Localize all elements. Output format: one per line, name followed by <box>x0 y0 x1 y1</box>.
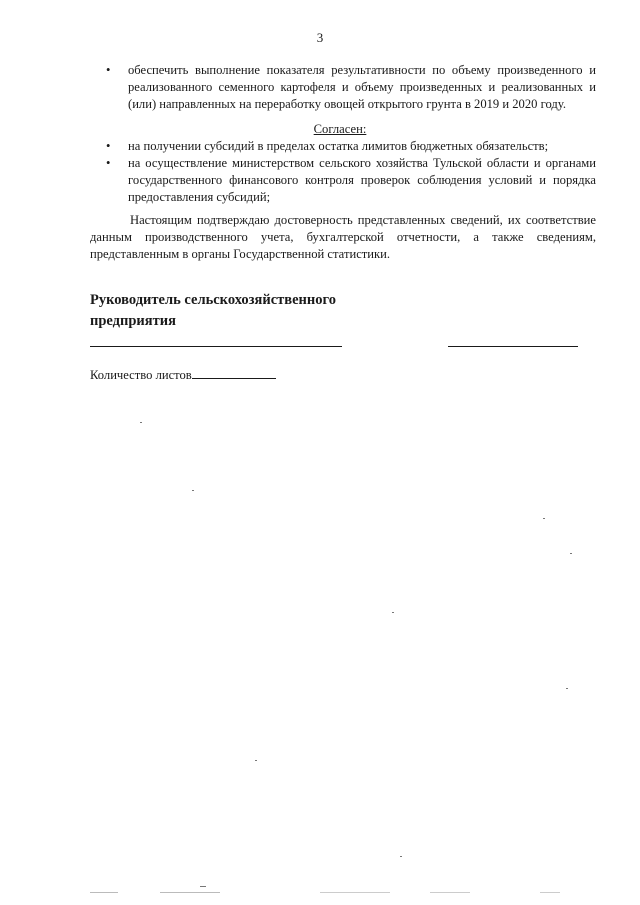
scan-speck <box>540 892 560 893</box>
scan-speck <box>255 760 257 761</box>
confirmation-paragraph: Настоящим подтверждаю достоверность представленных сведений, их соответствие данным производственного учета, бухгалтерской отчетности, а также сведениям, представленным в органы Государственной статистики. <box>90 213 596 261</box>
signer-title <box>90 290 410 332</box>
list-item <box>106 155 596 206</box>
scan-speck <box>570 553 572 554</box>
bullet-icon: • <box>106 63 111 77</box>
scan-speck <box>90 892 118 893</box>
sheet-count-label: Количество листов <box>90 368 192 382</box>
scan-speck <box>200 886 206 887</box>
bullet-text: на осуществление министерством сельского хозяйства Тульской области и органами государственного финансового контроля проверок соблюдения условий и порядка предоставления субсидий; <box>128 156 596 204</box>
bullet-text: на получении субсидий в пределах остатка лимитов бюджетных обязательств; <box>128 139 549 153</box>
agree-bullet-list <box>106 138 596 206</box>
sheet-count-field <box>90 366 276 383</box>
signer-title-line: предприятия <box>90 313 176 329</box>
list-item <box>106 138 596 155</box>
list-item <box>106 62 596 113</box>
page-number: 3 <box>316 30 324 45</box>
scan-speck <box>543 518 545 519</box>
scan-speck <box>566 688 568 689</box>
top-bullet-list <box>106 62 596 113</box>
scan-speck <box>392 612 394 613</box>
scan-speck <box>160 892 220 893</box>
scan-speck <box>320 892 390 893</box>
agree-heading: Согласен: <box>313 122 367 136</box>
scan-speck <box>430 892 470 893</box>
scan-speck <box>140 422 142 423</box>
signer-title-line: Руководитель сельскохозяйственного <box>90 292 336 308</box>
scan-speck <box>400 856 402 857</box>
scan-speck <box>192 490 194 491</box>
bullet-text: обеспечить выполнение показателя результативности по объему произведенного и реализованного семенного картофеля и объему произведенных и реализованных и (или) направленных на переработку овощей открытого грунта в 2019 и 2020 году. <box>128 63 596 111</box>
bullet-icon: • <box>106 156 111 170</box>
bullet-icon: • <box>106 139 111 153</box>
name-signature-line <box>90 346 342 347</box>
signature-line <box>448 346 578 347</box>
sheet-count-blank <box>192 366 276 379</box>
